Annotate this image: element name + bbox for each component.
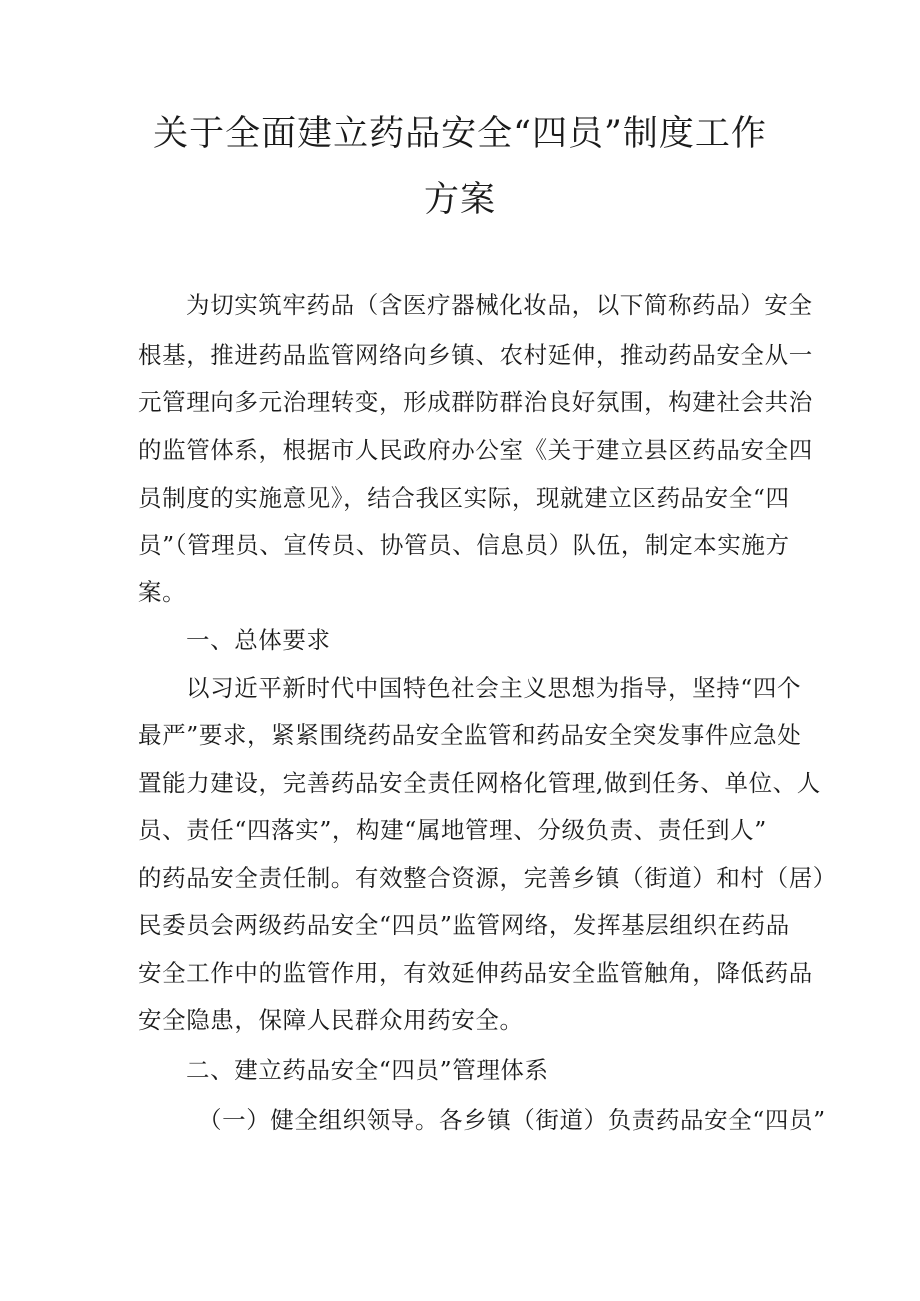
paragraph-line: 的监管体系，根据市人民政府办公室《关于建立县区药品安全四 <box>138 436 813 464</box>
paragraph-line: 根基，推进药品监管网络向乡镇、农村延伸，推动药品安全从一 <box>138 341 813 369</box>
paragraph-line: 为切实筑牢药品（含医疗器械化妆品，以下简称药品）安全 <box>186 291 813 319</box>
section-heading-2: 二、建立药品安全“四员”管理体系 <box>186 1056 549 1084</box>
paragraph-line: 员、责任“四落实”，构建“属地管理、分级负责、责任到人” <box>138 816 767 844</box>
paragraph-line: 元管理向多元治理转变，形成群防群治良好氛围，构建社会共治 <box>138 388 813 416</box>
subsection-line: （一）健全组织领导。各乡镇（街道）负责药品安全“四员” <box>198 1106 826 1134</box>
paragraph-line: 的药品安全责任制。有效整合资源，完善乡镇（街道）和村（居） <box>138 864 837 892</box>
document-title-line-2: 方案 <box>423 180 496 220</box>
paragraph-line: 安全隐患，保障人民群众用药安全。 <box>138 1006 524 1034</box>
paragraph-line: 以习近平新时代中国特色社会主义思想为指导，坚持“四个 <box>186 674 802 702</box>
document-title-line-1: 关于全面建立药品安全“四员”制度工作 <box>153 114 767 154</box>
paragraph-line: 员制度的实施意见》，结合我区实际，现就建立区药品安全“四 <box>138 484 790 512</box>
paragraph-line: 员”（管理员、宣传员、协管员、信息员）队伍，制定本实施方 <box>138 531 790 559</box>
section-heading-1: 一、总体要求 <box>186 626 331 654</box>
paragraph-line: 置能力建设，完善药品安全责任网格化管理,做到任务、单位、人 <box>138 769 821 797</box>
paragraph-line: 安全工作中的监管作用，有效延伸药品安全监管触角，降低药品 <box>138 959 813 987</box>
paragraph-line: 案。 <box>138 578 187 606</box>
paragraph-line: 最严”要求，紧紧围绕药品安全监管和药品安全突发事件应急处 <box>138 721 802 749</box>
paragraph-line: 民委员会两级药品安全“四员”监管网络，发挥基层组织在药品 <box>138 911 790 939</box>
